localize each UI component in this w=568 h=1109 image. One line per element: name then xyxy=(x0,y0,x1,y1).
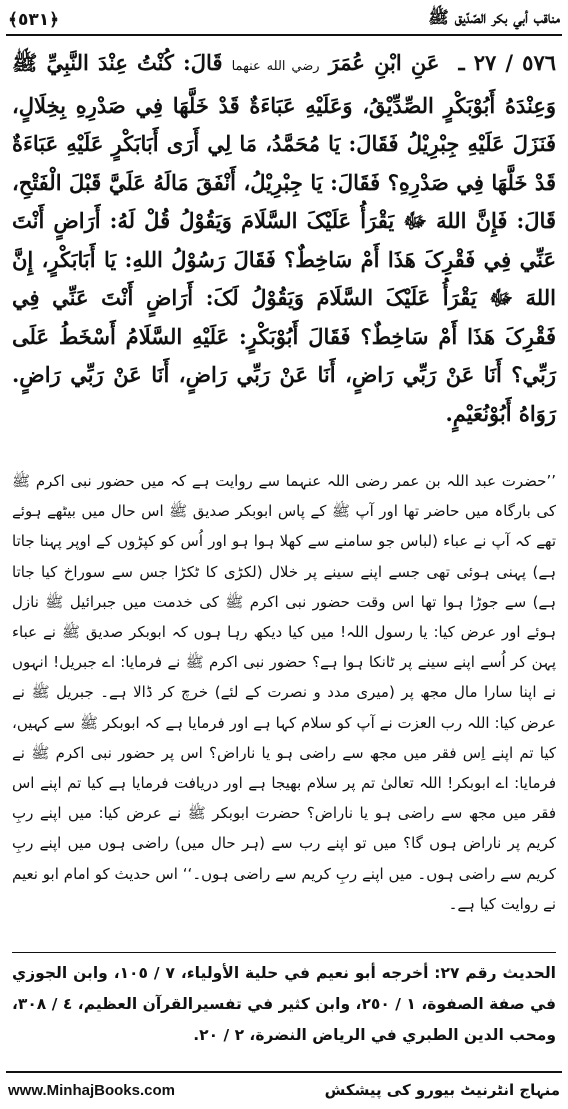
publisher-credit: منہاج انٹرنیٹ بیورو کی پیشکش xyxy=(324,1081,560,1099)
urdu-translation: ’’حضرت عبد اللہ بن عمر رضی اللہ عنہما سے روایت ہے کہ میں حضور نبی اکرم ﷺ کی بارگاہ میں حاضر تھا اور آپ ﷺ کے پاس ابوبکر صدیق ﷺ اس حال میں بیٹھے ہوئے تھے کہ آپ نے عباء (لباس جو سامنے سے کھلا ہوا ہو اور اُس کو کپڑوں کے اوپر پہنا جاتا ہے) پہنی ہوئی تھی جسے اپنے سینے پر خلال (لکڑی کا ٹکڑا جس سے سوراخ کیا جاتا ہے) سے جوڑا ہوا تھا اس وقت حضور نبی اکرم ﷺ کی خدمت میں جبرائیل ﷺ نازل ہوئے اور عرض کیا: یا رسول اللہ! میں کیا دیکھ رہا ہوں کہ ابوبکر صدیق ﷺ نے عباء پہن کر اُسے اپنے سینے پر ٹانکا ہوا ہے؟ حضور نبی اکرم ﷺ نے فرمایا: اے جبریل! انہوں نے اپنا سارا مال مجھ پر (میری مدد و نصرت کے لئے) خرچ کر ڈالا ہے۔ جبریل ﷺ نے عرض کیا: اللہ رب العزت نے آپ کو سلام کہا ہے اور فرمایا ہے کہ ابوبکر ﷺ سے کہیں، کیا تم اپنے اِس فقر میں مجھ سے راضی ہو یا ناراض؟ اس پر حضور نبی اکرم ﷺ نے فرمایا: اے ابوبکر! اللہ تعالیٰ تم پر سلام بھیجا ہے اور دریافت فرمایا ہے کیا تم اپنے اس فقر میں مجھ سے راضی ہو یا ناراض؟ حضرت ابوبکر ﷺ نے عرض کیا: میں اپنے ربِ کریم پر ناراض ہوں گا؟ میں تو اپنے رب سے (ہر حال میں) راضی ہوں میں اپنے ربِ کریم سے راضی ہوں۔ میں اپنے ربِ کریم سے راضی ہوں۔‘‘ اس حدیث کو امام ابو نعیم نے روایت کیا ہے۔ xyxy=(12,472,556,913)
references-divider xyxy=(12,952,556,953)
page-number: ﴿٥٣١﴾ xyxy=(8,9,60,30)
hadith-number: ٥٧٦ / ٢٧ ـ xyxy=(458,50,557,75)
header-divider xyxy=(6,34,562,36)
hadith-honorific: رضي الله عنهما xyxy=(231,59,320,74)
page-header xyxy=(8,6,560,32)
hadith-arabic-text xyxy=(12,44,556,433)
hadith-body: قَالَ: كُنْتُ عِنْدَ النَّبِيِّ ﷺ وَعِنْدَهُ أَبُوْبَكْرٍ الصِّدِّيْقُ، وَعَلَيْهِ عَبَاءَةٌ قَدْ خَلَّهَا فِي صَدْرِهِ بِخِلَالٍ، فَنَزَلَ عَلَيْهِ جِبْرِيْلُ فَقَالَ: يَا مُحَمَّدُ، مَا لِي أَرَى أَبَابَكْرٍ عَلَيْهِ عَبَاءَةٌ قَدْ خَلَّهَا فِي صَدْرِهِ؟ فَقَالَ: يَا جِبْرِيْلُ، أَنْفَقَ مَالَهُ عَلَيَّ قَبْلَ الْفَتْحِ، قَالَ: فَإِنَّ اللهَ ﷻ يَقْرَأُ عَلَيْکَ السَّلَامَ وَيَقُوْلُ قُلْ لَهُ: أَرَاضٍ أَنْتَ عَنِّي فِي فَقْرِکَ هَذَا أَمْ سَاخِطٌ؟ فَقَالَ رَسُوْلُ اللهِ: يَا أَبَابَكْرٍ، إِنَّ اللهَ ﷻ يَقْرَأُ عَلَيْکَ السَّلَامَ وَيَقُوْلُ لَکَ: أَرَاضٍ أَنْتَ عَنِّي فِي فَقْرِکَ هَذَا أَمْ سَاخِطٌ؟ فَقَالَ أَبُوْبَكْرٍ: عَلَيْهِ السَّلَامُ أَسْخَطُ عَلَى رَبِّي؟ أَنَا عَنْ رَبِّي رَاضٍ، أَنَا عَنْ رَبِّي رَاضٍ، أَنَا عَنْ رَبِّي رَاضٍ. رَوَاهُ أَبُوْنُعَيْمٍ. xyxy=(12,50,556,426)
hadith-references: الحديث رقم ٢٧: أخرجه أبو نعيم في حلية الأولياء، ٧ / ١٠٥، وابن الجوزي في صفة الصفوة، ١ / ٢٥٠، وابن كثير في تفسيرالقرآن العظيم، ٤ / ٣٠٨، ومحب الدين الطبري في الرياض النضرة، ٢ / ٢٠. xyxy=(12,964,556,1044)
website-link[interactable]: www.MinhajBooks.com xyxy=(8,1081,175,1099)
hadith-narrator: عَنِ ابْنِ عُمَرَ xyxy=(328,50,440,75)
footer-divider xyxy=(6,1071,562,1073)
page-title: مناقب أبي بكر الصّدّيق ﷺ xyxy=(428,7,560,28)
page-footer xyxy=(8,1077,560,1103)
